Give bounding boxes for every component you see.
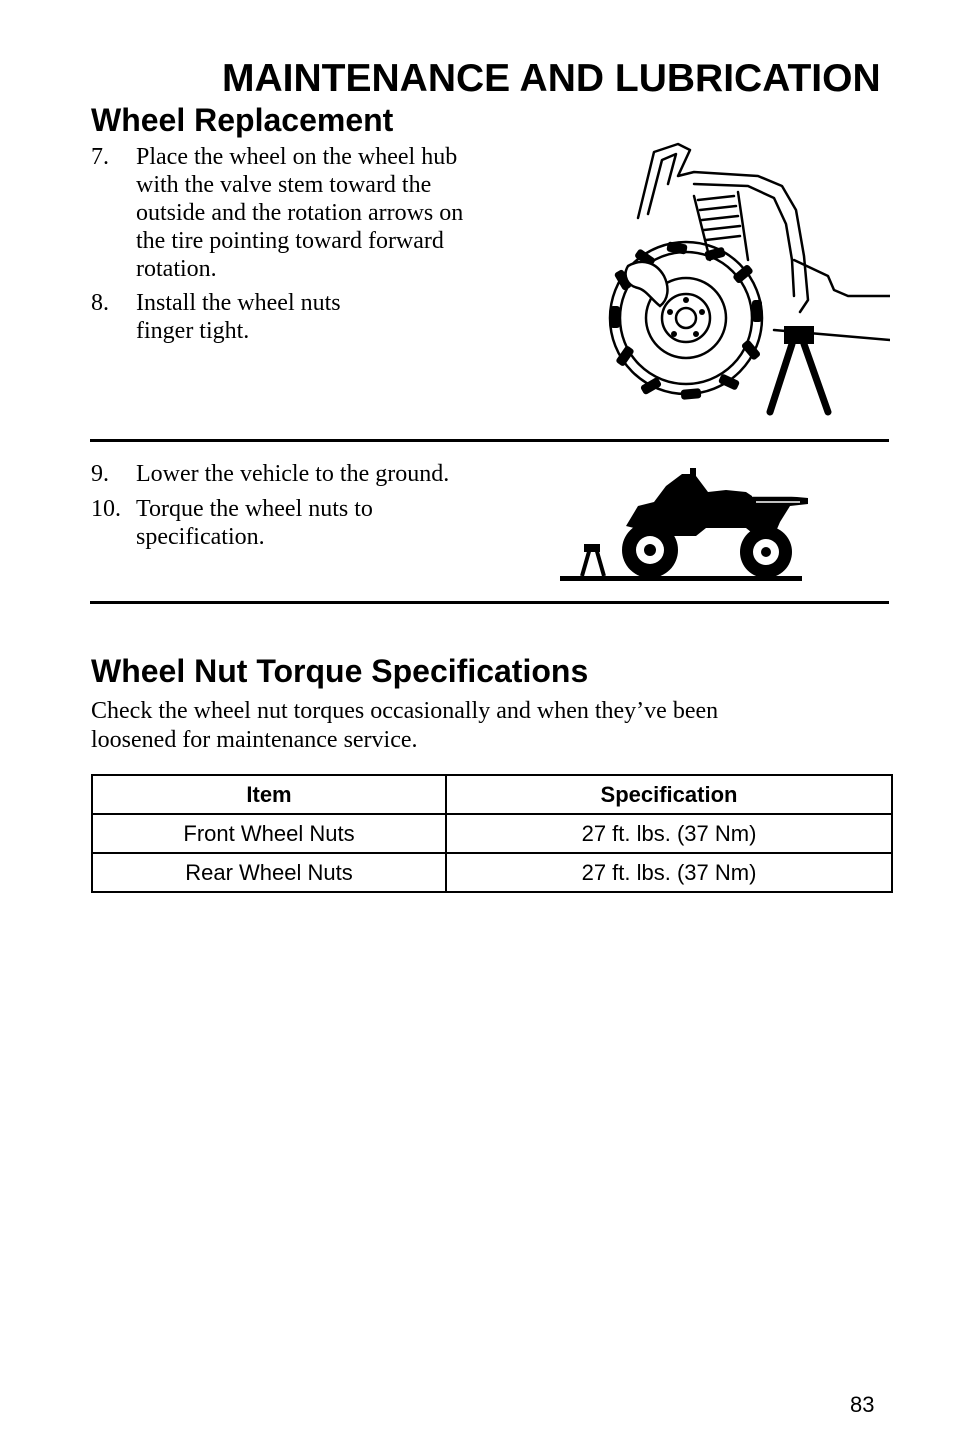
step-number: 8. (91, 290, 109, 316)
table-row (92, 853, 892, 892)
column-header-specification: Specification (446, 775, 892, 814)
table-cell-specification: 27 ft. lbs. (37 Nm) (446, 814, 892, 853)
section-title-wheel-replacement: Wheel Replacement (91, 102, 394, 138)
atv-on-ground-illustration (556, 466, 812, 586)
chapter-title: MAINTENANCE AND LUBRICATION (222, 57, 881, 100)
step-text: Torque the wheel nuts to specification. (136, 496, 373, 550)
torque-intro-paragraph: Check the wheel nut torques occasionally and when they’ve been loosened for maintenance service. (91, 698, 719, 753)
step-number: 7. (91, 144, 109, 170)
section-divider (90, 439, 889, 442)
table-cell-specification: 27 ft. lbs. (37 Nm) (446, 853, 892, 892)
section-title-torque-specs: Wheel Nut Torque Specifications (91, 653, 589, 689)
step-number: 9. (91, 461, 109, 487)
table-header-row (92, 775, 892, 814)
section-divider (90, 601, 889, 604)
step-text: Place the wheel on the wheel hub with the valve stem toward the outside and the rotation arrows on the tire pointing toward forward rotation. (136, 144, 464, 282)
step-text: Install the wheel nuts finger tight. (136, 290, 341, 344)
wheel-mounting-illustration (598, 140, 890, 416)
table-cell-item: Rear Wheel Nuts (92, 853, 446, 892)
table-row (92, 814, 892, 853)
step-number: 10. (91, 496, 121, 522)
step-text: Lower the vehicle to the ground. (136, 461, 450, 487)
column-header-item: Item (92, 775, 446, 814)
torque-spec-table (91, 774, 893, 893)
table-cell-item: Front Wheel Nuts (92, 814, 446, 853)
page-number: 83 (850, 1392, 875, 1417)
